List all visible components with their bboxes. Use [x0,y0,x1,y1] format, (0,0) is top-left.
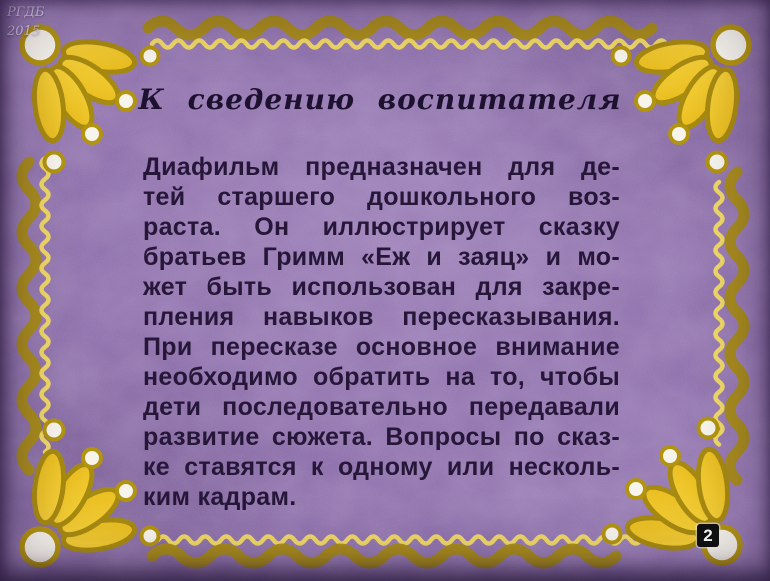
body-line: раста. Он иллюстрирует сказку [143,213,620,241]
body-line: жет быть использован для закре- [143,273,620,301]
page-title: К сведению воспитателя [138,83,622,116]
body-line: пления навыков пересказывания. [143,303,620,331]
body-line: необходимо обратить на то, чтобы [143,363,620,391]
watermark-line2: 2015 [7,23,41,39]
body-line: При пересказе основное внимание [143,333,620,361]
body-line: дети последовательно передавали [143,393,620,421]
body-line: тей старшего дошкольного воз- [143,183,620,211]
watermark [7,4,44,42]
body-line: братьев Гримм «Еж и заяц» и мо- [143,243,620,271]
body-line: Диафильм предназначен для де- [143,153,620,181]
frame-number-badge: 2 [697,524,719,547]
body-text [143,152,620,512]
watermark-line1: РГДБ [7,5,45,20]
body-line: ким кадрам. [143,483,297,511]
body-line: развитие сюжета. Вопросы по сказ- [143,423,620,451]
body-line: ке ставятся к одному или несколь- [143,453,620,481]
